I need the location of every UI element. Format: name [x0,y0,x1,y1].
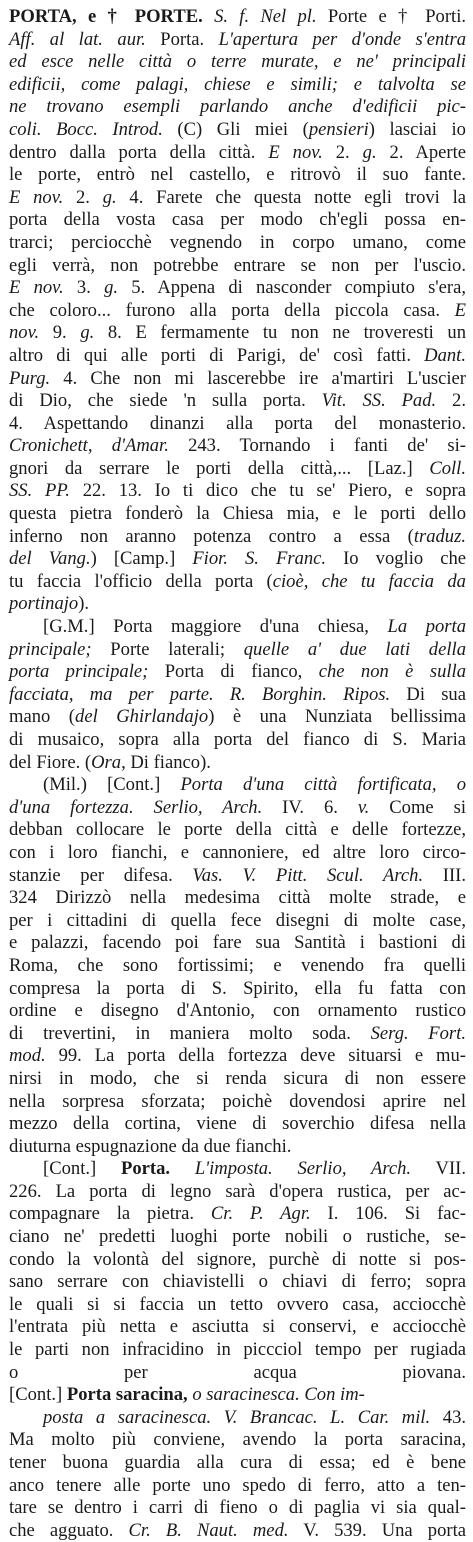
text-line [9,1113,466,1136]
text-segment: Porta. [120,1158,171,1180]
text-segment: facciata, ma per parte. R. Borghin. Ripos. [9,683,391,705]
text-line [9,1475,466,1498]
text-segment: ordine e disegno d'Antonio, con ornamento rustico [9,1000,466,1022]
text-segment: SS. PP. [9,480,70,502]
text-segment: (Mil.) [Cont.] [43,774,181,796]
text-line [9,1023,466,1046]
text-segment: con i loro fianchi, e cannoniere, ed altre loro circo- [9,841,466,863]
text-line [9,1362,466,1385]
text-segment: PORTA, e † PORTE. [9,6,203,27]
text-line [9,1407,466,1430]
text-line [9,729,466,752]
text-segment: pensieri [308,118,369,140]
text-segment: I. 106. Si fac- [310,1203,466,1225]
text-line [9,300,466,323]
text-segment: Di sua [390,683,466,705]
text-segment: Ma molto più conviene, avendo la porta saracina, [9,1429,466,1451]
text-segment: 99. La porta della fortezza deve situarsi e mu- [45,1045,466,1067]
text-segment: Aff. al lat. aur. [9,28,146,50]
text-segment: Cronichett, d'Amar. [9,435,169,457]
text-segment: gnori da serrare le porti della città,... [Laz.] [9,457,430,479]
text-line [9,1136,466,1159]
text-segment: Vit. SS. Pad. [321,390,437,412]
text-segment: g. [80,322,95,344]
text-segment: g. [362,141,377,163]
text-line [9,661,466,684]
text-segment: 22. 13. Io ti dico che tu se' Piero, e sopra [69,480,467,502]
text-segment: Porte laterali; [91,638,244,660]
text-segment: nirsi in modo, che si renda sicura di non essere [9,1067,466,1089]
text-segment: nella sorpresa sforzata; poichè dovendosi aprire nel [9,1090,466,1112]
text-line [9,1091,466,1114]
text-segment: del Vang. [9,548,91,570]
text-line [9,1158,466,1181]
text-line [9,571,466,594]
text-segment: altro di qui alle porti di Parigi, de' così fatti. [9,344,425,366]
text-segment: anco tenere alle porte uno spedo di ferro, atto a ten- [9,1474,466,1496]
text-line [9,1271,466,1294]
text-segment: condo la volontà del signore, purchè di notte si pos- [9,1248,466,1270]
text-line [9,639,466,662]
text-line [9,119,466,142]
text-segment: portinajo [9,593,79,615]
text-segment: di trevertini, in maniera molto soda. [9,1022,371,1044]
text-segment: ) [Camp.] [90,548,193,570]
text-line [9,1316,466,1339]
text-line [9,1226,466,1249]
text-segment: 4. Aspettando dinanzi alla porta del monasterio. [9,412,466,434]
text-segment: tare se dentro i carri di fieno o di paglia vi sia qual- [9,1497,466,1519]
text-segment: Porte e † Porti. [316,6,467,27]
text-line [9,458,466,481]
text-segment: quelle a' due lati della [243,638,466,660]
text-segment: mano ( [9,706,76,728]
text-line [9,390,466,413]
text-line [9,955,466,978]
text-segment: 5. Appena di nasconder compiuto s'era, [118,277,467,299]
text-line [9,752,466,775]
text-segment: di musaico, sopra alla porta del fianco di S. Maria [9,729,466,750]
text-segment: Porta saracina, [66,1384,188,1406]
text-segment: ed esce nelle città o terre murate, e ne' principali [9,51,466,73]
text-segment: V. 539. Una porta [288,1519,466,1541]
text-segment: [Cont.] [9,1384,67,1406]
text-segment: 2. Aperte [376,141,466,163]
text-line [9,1520,466,1542]
text-line [9,74,466,97]
text-line [9,277,466,300]
text-line [9,887,466,910]
text-segment: La porta [387,616,466,638]
text-segment: sano serrare con chiavistelli o chiavi di ferro; sopra [9,1271,466,1293]
text-segment: tu faccia l'officio della porta ( [9,570,273,592]
text-segment: Cr. P. Agr. [210,1203,311,1225]
text-segment: che agguato. [9,1519,129,1541]
text-segment: che non è sulla [318,661,466,683]
text-line [9,503,466,526]
text-segment: dentro dalla porta della città. [9,141,269,163]
text-line [9,706,466,729]
text-segment: Porta d'una città fortificata, o [180,774,466,796]
text-line [9,774,466,797]
text-segment: mod. [9,1045,46,1067]
text-segment: 2. [63,186,103,208]
text-segment: edificii, come palagi, chiese e simili; e talvolta se [9,73,466,95]
text-line [9,480,466,503]
text-segment: Io voglio che [326,548,467,570]
text-segment [203,6,214,27]
text-segment: porta principale; [9,661,149,683]
text-segment: Dant. [424,344,466,366]
text-segment: ). [78,593,90,615]
text-segment: Cr. B. Naut. med. [128,1519,289,1541]
text-segment: le parti non infracidino in piccciol tempo per rugiada [9,1339,466,1361]
text-segment: E nov. [9,277,64,299]
text-segment: III. [423,864,466,886]
text-segment: E nov. [9,186,64,208]
text-line [9,1068,466,1091]
text-segment: 8. E fermamente tu non ne troveresti un [94,322,466,344]
text-segment: diuturna espugnazione da due fianchi. [9,1135,292,1157]
text-segment: egli verrà, non potrebbe entrare se non per l'uscio. [9,254,466,276]
text-segment: g. [102,186,117,208]
text-line [9,978,466,1001]
text-line [9,1000,466,1023]
text-segment: che coloro... furono alla porta della piccola casa. [9,299,455,321]
text-segment: [G.M.] Porta maggiore d'una chiesa, [43,616,388,638]
text-line [9,932,466,955]
text-segment: stanzie per difesa. [9,864,193,886]
text-segment: 226. La porta di legno sarà d'opera rustica, per ac- [9,1180,466,1202]
text-line [9,526,466,549]
text-segment: 2. [436,390,466,412]
text-line [9,1452,466,1475]
text-segment: cioè, che tu faccia da [272,570,466,592]
text-line [9,164,466,187]
text-line [9,187,466,210]
text-line [9,910,466,933]
text-segment: 3. [63,277,105,299]
text-segment: d'una fortezza. Serlio, Arch. [9,796,263,818]
text-segment: 43. [430,1406,467,1428]
text-line [9,548,466,571]
text-segment: coli. Bocc. Introd. [9,118,163,140]
text-line [9,1497,466,1520]
text-segment: g. [104,277,119,299]
text-line [9,29,466,52]
text-line [9,1429,466,1452]
text-segment: compagnare la pietra. [9,1203,211,1225]
text-segment: mezzo della cortina, viene di soverchio difesa nella [9,1113,466,1135]
text-segment: nov. [9,322,40,344]
text-segment: di Dio, che siede 'n sulla porta. [9,390,322,412]
text-line [9,819,466,842]
text-segment: Di fianco). [125,751,211,773]
text-segment [170,1158,195,1179]
text-line [9,368,466,391]
text-line [9,842,466,865]
text-segment: del Ghirlandajo [75,706,209,728]
text-line [9,1384,466,1407]
text-segment: Fior. S. Franc. [192,548,327,570]
text-segment: compresa la porta di S. Spirito, ella fu fatta con [9,977,466,999]
text-line [9,1249,466,1272]
text-line [9,142,466,165]
text-segment: traduz. [413,525,466,547]
text-line [9,345,466,368]
text-segment: Ora, [91,751,126,773]
text-segment: S. f. Nel pl. [214,6,317,27]
text-segment: le quali si si faccia un tetto ovvero casa, acciocchè [9,1293,466,1315]
text-line [9,322,466,345]
text-segment: Porta. [145,28,219,50]
text-line [9,413,466,436]
text-segment: Vas. V. Pitt. Scul. Arch. [192,864,424,886]
text-segment: VII. [411,1158,467,1180]
text-segment: questa pietra fonderò la Chiesa mia, e le porti dello [9,503,466,525]
text-segment: 4. Che non mi lascerebbe ire a'martiri L'uscier [50,367,466,389]
text-segment: del Fiore. ( [9,751,92,773]
text-segment: E [454,299,466,321]
text-segment: (C) Gli miei ( [162,118,309,140]
text-line [9,1339,466,1362]
text-segment: porta della vosta casa per modo ch'egli possa en- [9,209,466,231]
text-segment: e palazzi, facendo poi fare sua Santità i bastioni di [9,932,466,954]
text-segment: debban collocare le porte della città e delle fortezze, [9,819,466,841]
text-line [9,96,466,119]
text-segment: 9. [39,322,81,344]
text-segment: IV. 6. [262,796,358,818]
text-line [9,232,466,255]
text-line [9,209,466,232]
text-segment: per i cittadini di quella fece disegni di molte case, [9,909,466,931]
text-segment: Purg. [9,367,51,389]
text-line [9,865,466,888]
text-line [9,255,466,278]
text-line [9,684,466,707]
text-segment: 324 Dirizzò nella medesima città molte strade, e [9,887,466,909]
text-segment: Serg. Fort. [370,1022,466,1044]
text-segment: 2. [322,141,363,163]
text-segment: v. [357,796,370,818]
text-line [9,435,466,458]
text-segment: ) è una Nunziata bellissima [208,706,467,728]
text-segment: [Cont.] [43,1158,121,1180]
text-line [9,1294,466,1317]
text-segment: posta a saracinesca. V. Brancac. L. Car. mil. [43,1406,431,1428]
text-line [9,1203,466,1226]
text-segment: l'entrata più netta e asciutta si conservi, e acciocchè [9,1316,466,1338]
text-segment: L'apertura per d'onde s'entra [218,28,466,50]
text-line [9,797,466,820]
text-segment: le porte, entrò nel castello, e ritrovò il suo fante. [9,164,466,186]
text-segment: L'imposta. Serlio, Arch. [194,1158,412,1180]
text-line [9,1181,466,1204]
text-segment: Roma, che sono fortissimi; e venendo fra quelli [9,954,466,976]
text-segment: ciano ne' predetti luoghi porte nobili o rustiche, se- [9,1226,466,1248]
text-segment: Porta di fianco, [148,661,319,683]
text-segment: trarci; perciocchè vegnendo in corpo umano, come [9,231,466,253]
text-segment: ) lasciai io [368,118,466,140]
text-segment: 243. Tornando i fanti de' si- [168,435,466,457]
text-line [9,593,466,616]
text-line [9,6,466,29]
text-segment: tener buona guardia alla cura di essa; ed è bene [9,1452,466,1473]
text-line [9,616,466,639]
text-segment: E nov. [268,141,323,163]
text-segment: 4. Farete che questa notte egli trovi la [116,186,466,208]
text-segment: Coll. [429,457,466,479]
text-segment: o per acqua piovana. [9,1361,466,1383]
text-line [9,51,466,74]
text-segment: Come si [369,796,466,818]
text-segment: ne trovano esempli parlando anche d'edificii pic- [9,96,466,118]
text-segment: principale; [9,638,92,660]
text-segment: inferno non aranno potenza contro a essa ( [9,525,414,547]
text-segment: o saracinesca. Con im- [192,1384,365,1406]
text-line [9,1045,466,1068]
